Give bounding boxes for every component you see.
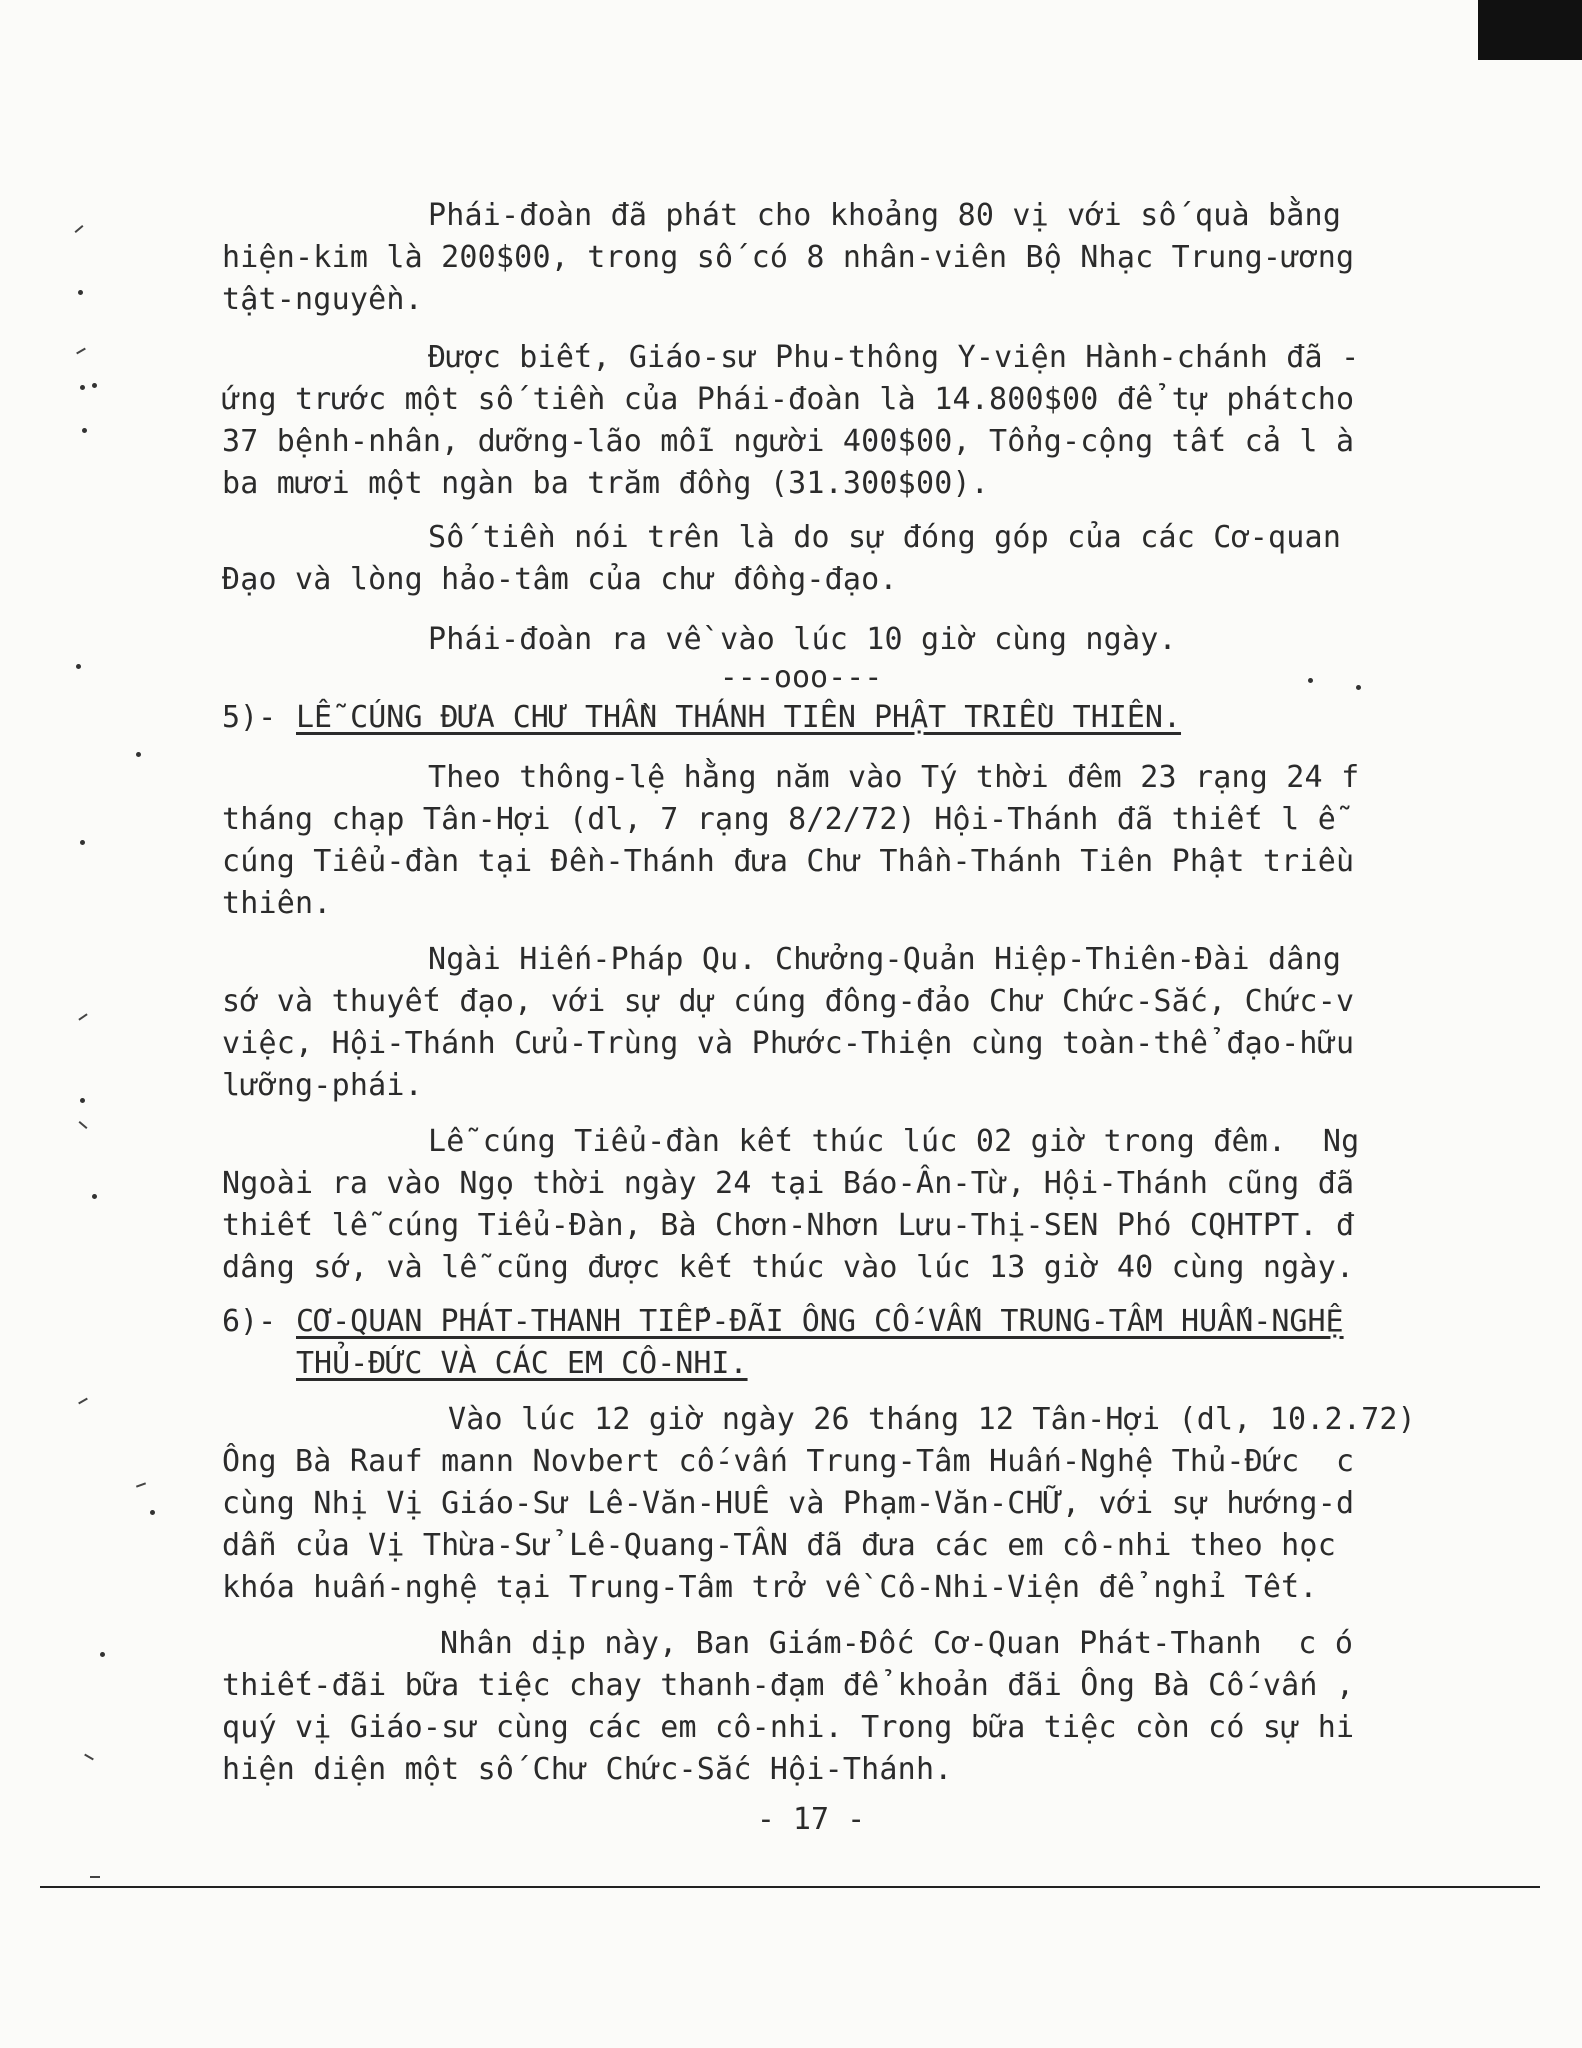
scan-mark <box>80 840 85 845</box>
section-6-title-line-1: CƠ-QUAN PHÁT-THANH TIẾP-ĐÃI ÔNG CỐ-VẤN TRUNG-TÂM HUẤN-NGHỆ <box>296 1304 1344 1339</box>
text-line: sớ và thuyết đạo, với sự dự cúng đông-đảo Chư Chức-Sắc, Chức-v <box>222 984 1355 1019</box>
text-line: Ngài Hiến-Pháp Qu. Chưởng-Quản Hiệp-Thiên-Đài dâng <box>428 942 1342 977</box>
scan-mark <box>136 752 141 757</box>
section-5-number: 5)- <box>222 700 277 735</box>
scan-mark <box>80 1098 85 1103</box>
text-line: thiết-đãi bữa tiệc chay thanh-đạm để khoản đãi Ông Bà Cố-vấn , <box>222 1668 1355 1703</box>
text-line: hiện diện một số Chư Chức-Sắc Hội-Thánh. <box>222 1752 953 1787</box>
text-line: cùng Nhị Vị Giáo-Sư Lê-Văn-HUÊ và Phạm-Văn-CHỮ, với sự hướng-d <box>222 1486 1355 1521</box>
page-number: - 17 - <box>756 1802 866 1837</box>
section-separator: ---ooo--- <box>719 660 883 695</box>
scan-mark <box>76 348 86 355</box>
scan-mark <box>100 1652 105 1657</box>
section-6-number: 6)- <box>222 1304 277 1339</box>
scan-mark <box>79 1121 88 1129</box>
scan-mark <box>1356 685 1361 690</box>
text-line: lưỡng-phái. <box>222 1068 423 1103</box>
text-line: 37 bệnh-nhân, dưỡng-lão mỗi người 400$00, Tổng-cộng tất cả l à <box>222 424 1355 459</box>
text-line: dẫn của Vị Thừa-Sử Lê-Quang-TÂN đã đưa các em cô-nhi theo học <box>222 1528 1336 1563</box>
text-line: Phái-đoàn đã phát cho khoảng 80 vị với số quà bằng <box>428 198 1342 233</box>
text-line: Theo thông-lệ hằng năm vào Tý thời đêm 23 rạng 24 f <box>428 760 1360 795</box>
text-line: Đạo và lòng hảo-tâm của chư đồng-đạo. <box>222 562 898 597</box>
text-line: tật-nguyền. <box>222 282 423 317</box>
scan-mark <box>92 1194 97 1199</box>
text-line: việc, Hội-Thánh Cửu-Trùng và Phước-Thiện cùng toàn-thể đạo-hữu <box>222 1026 1355 1061</box>
text-line: cúng Tiểu-đàn tại Đền-Thánh đưa Chư Thần-Thánh Tiên Phật triều <box>222 844 1355 879</box>
scan-mark <box>92 383 97 388</box>
scan-mark <box>78 1398 88 1405</box>
text-line: thiên. <box>222 886 332 921</box>
text-line: hiện-kim là 200$00, trong số có 8 nhân-viên Bộ Nhạc Trung-ương <box>222 240 1355 275</box>
section-6-title-line-2: THỦ-ĐỨC VÀ CÁC EM CÔ-NHI. <box>296 1346 748 1381</box>
scan-mark <box>76 664 81 669</box>
scan-mark <box>150 1510 155 1515</box>
scan-corner-mark <box>1478 0 1582 60</box>
text-line: Phái-đoàn ra về vào lúc 10 giờ cùng ngày. <box>428 622 1177 657</box>
section-5-title: LỄ CÚNG ĐƯA CHƯ THẦN THÁNH TIÊN PHẬT TRIỀU THIÊN. <box>296 700 1182 735</box>
scan-mark <box>80 385 85 390</box>
text-line: dâng sớ, và lễ cũng được kết thúc vào lúc 13 giờ 40 cùng ngày. <box>222 1250 1355 1285</box>
text-line: Nhân dịp này, Ban Giám-Đốc Cơ-Quan Phát-Thanh c ó <box>440 1626 1354 1661</box>
scan-mark <box>84 1754 94 1761</box>
text-line: tháng chạp Tân-Hợi (dl, 7 rạng 8/2/72) Hội-Thánh đã thiết l ễ <box>222 802 1336 837</box>
scan-mark <box>90 1876 100 1878</box>
scan-mark <box>75 225 84 233</box>
scan-mark <box>1308 678 1313 683</box>
text-line: quý vị Giáo-sư cùng các em cô-nhi. Trong bữa tiệc còn có sự hi <box>222 1710 1355 1745</box>
text-line: ứng trước một số tiền của Phái-đoàn là 14.800$00 để tự phátcho <box>222 382 1355 417</box>
text-line: khóa huấn-nghệ tại Trung-Tâm trở về Cô-Nhi-Viện để nghỉ Tết. <box>222 1570 1318 1605</box>
text-line: Vào lúc 12 giờ ngày 26 tháng 12 Tân-Hợi (dl, 10.2.72) <box>448 1402 1416 1437</box>
text-line: thiết lễ cúng Tiểu-Đàn, Bà Chơn-Nhơn Lưu-Thị-SEN Phó CQHTPT. đ <box>222 1208 1355 1243</box>
footer-rule <box>40 1886 1540 1888</box>
text-line: ba mươi một ngàn ba trăm đồng (31.300$00). <box>222 466 989 501</box>
text-line: Ông Bà Rauf mann Novbert cố-vấn Trung-Tâm Huấn-Nghệ Thủ-Đức c <box>222 1444 1355 1479</box>
text-line: Số tiền nói trên là do sự đóng góp của các Cơ-quan <box>428 520 1342 555</box>
scan-mark <box>136 1482 146 1487</box>
scan-mark <box>78 290 83 295</box>
scan-mark <box>78 1013 87 1020</box>
text-line: Ngoài ra vào Ngọ thời ngày 24 tại Báo-Ân-Từ, Hội-Thánh cũng đã <box>222 1166 1355 1201</box>
text-line: Lễ cúng Tiểu-đàn kết thúc lúc 02 giờ trong đêm. Ng <box>428 1124 1360 1159</box>
scan-mark <box>82 428 87 433</box>
text-line: Được biết, Giáo-sư Phu-thông Y-viện Hành-chánh đã - <box>428 340 1360 375</box>
